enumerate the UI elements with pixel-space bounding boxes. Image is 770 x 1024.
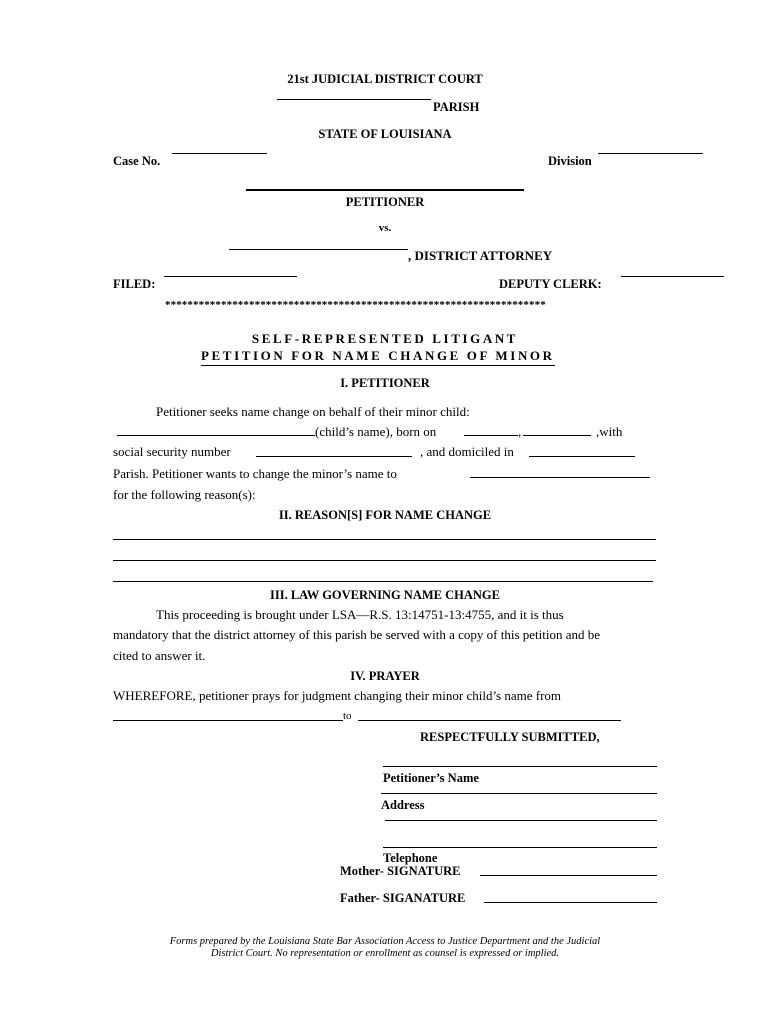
district-attorney-label: , DISTRICT ATTORNEY (408, 248, 553, 263)
title-line-2: PETITION FOR NAME CHANGE OF MINOR (201, 348, 555, 366)
court-name: 21st JUDICIAL DISTRICT COURT (287, 72, 483, 86)
footer-note (0, 936, 770, 960)
parish-blank[interactable] (277, 99, 431, 100)
father-signature-label: Father- SIGANATURE (340, 891, 466, 905)
petitioner-label: PETITIONER (345, 195, 425, 209)
parish-label: PARISH (433, 100, 480, 114)
law-line-2: mandatory that the district attorney of this parish be served with a copy of this petition and be (113, 627, 601, 642)
petitioner-blank[interactable] (246, 189, 524, 191)
birth-month-blank[interactable] (464, 435, 518, 436)
reason-line-1[interactable] (113, 539, 656, 540)
section-4-heading: IV. PRAYER (350, 669, 420, 683)
section-1-heading: I. PETITIONER (340, 376, 430, 390)
prayer-line-1: WHEREFORE, petitioner prays for judgment changing their minor child’s name from (113, 688, 562, 703)
childs-name-blank[interactable] (117, 435, 315, 436)
mother-signature-line[interactable] (480, 875, 657, 876)
with-label: ,with (596, 424, 623, 439)
birth-year-blank[interactable] (523, 435, 591, 436)
ssn-blank[interactable] (256, 456, 412, 457)
section-2-heading: II. REASON[S] FOR NAME CHANGE (278, 508, 492, 522)
birth-comma: , (518, 424, 522, 439)
father-signature-line[interactable] (484, 902, 657, 903)
reason-line-3[interactable] (113, 581, 653, 582)
respectfully-submitted: RESPECTFULLY SUBMITTED, (420, 730, 600, 744)
domicile-blank[interactable] (529, 456, 635, 457)
versus-label: vs. (378, 222, 392, 234)
separator-stars: ******************************************************************** (165, 299, 546, 311)
state-label: STATE OF LOUISIANA (318, 127, 452, 141)
address-label: Address (381, 798, 425, 812)
footer-line-2: District Court. No representation or enrollment as counsel is expressed or implied. (210, 948, 560, 959)
new-name-final-blank[interactable] (358, 720, 621, 721)
title-line-1: SELF-REPRESENTED LITIGANT (251, 331, 519, 346)
petitioner-intro: Petitioner seeks name change on behalf of their minor child: (156, 404, 470, 419)
new-name-blank[interactable] (470, 477, 650, 478)
old-name-blank[interactable] (113, 720, 343, 721)
domiciled-label: , and domiciled in (420, 444, 514, 459)
law-line-1: This proceeding is brought under LSA—R.S. 13:14751-13:4755, and it is thus (156, 607, 564, 622)
to-label: to (343, 710, 352, 722)
district-attorney-blank[interactable] (229, 249, 408, 250)
section-3-heading: III. LAW GOVERNING NAME CHANGE (269, 588, 500, 602)
mother-signature-label: Mother- SIGNATURE (340, 864, 461, 878)
reasons-label: for the following reason(s): (113, 487, 256, 502)
ssn-label: social security number (113, 444, 231, 459)
footer-line-1: Forms prepared by the Louisiana State Bar Association Access to Justice Department and the Judicial (169, 936, 601, 947)
division-blank[interactable] (598, 153, 703, 154)
filed-label: FILED: (113, 277, 156, 291)
address-line-2[interactable] (385, 820, 657, 821)
case-no-blank[interactable] (172, 153, 267, 154)
petitioner-name-line[interactable] (383, 766, 657, 767)
filed-blank[interactable] (164, 276, 297, 277)
telephone-label: Telephone (383, 851, 438, 865)
deputy-clerk-blank[interactable] (621, 276, 724, 277)
parish-change-label: Parish. Petitioner wants to change the minor’s name to (113, 466, 397, 481)
case-no-label: Case No. (113, 154, 161, 168)
childs-name-label: (child’s name), born on (315, 424, 437, 439)
division-label: Division (548, 154, 592, 168)
law-line-3: cited to answer it. (113, 648, 206, 663)
address-line[interactable] (381, 793, 657, 794)
deputy-clerk-label: DEPUTY CLERK: (499, 277, 602, 291)
petitioner-name-label: Petitioner’s Name (383, 771, 479, 785)
telephone-line[interactable] (383, 847, 657, 848)
reason-line-2[interactable] (113, 560, 656, 561)
